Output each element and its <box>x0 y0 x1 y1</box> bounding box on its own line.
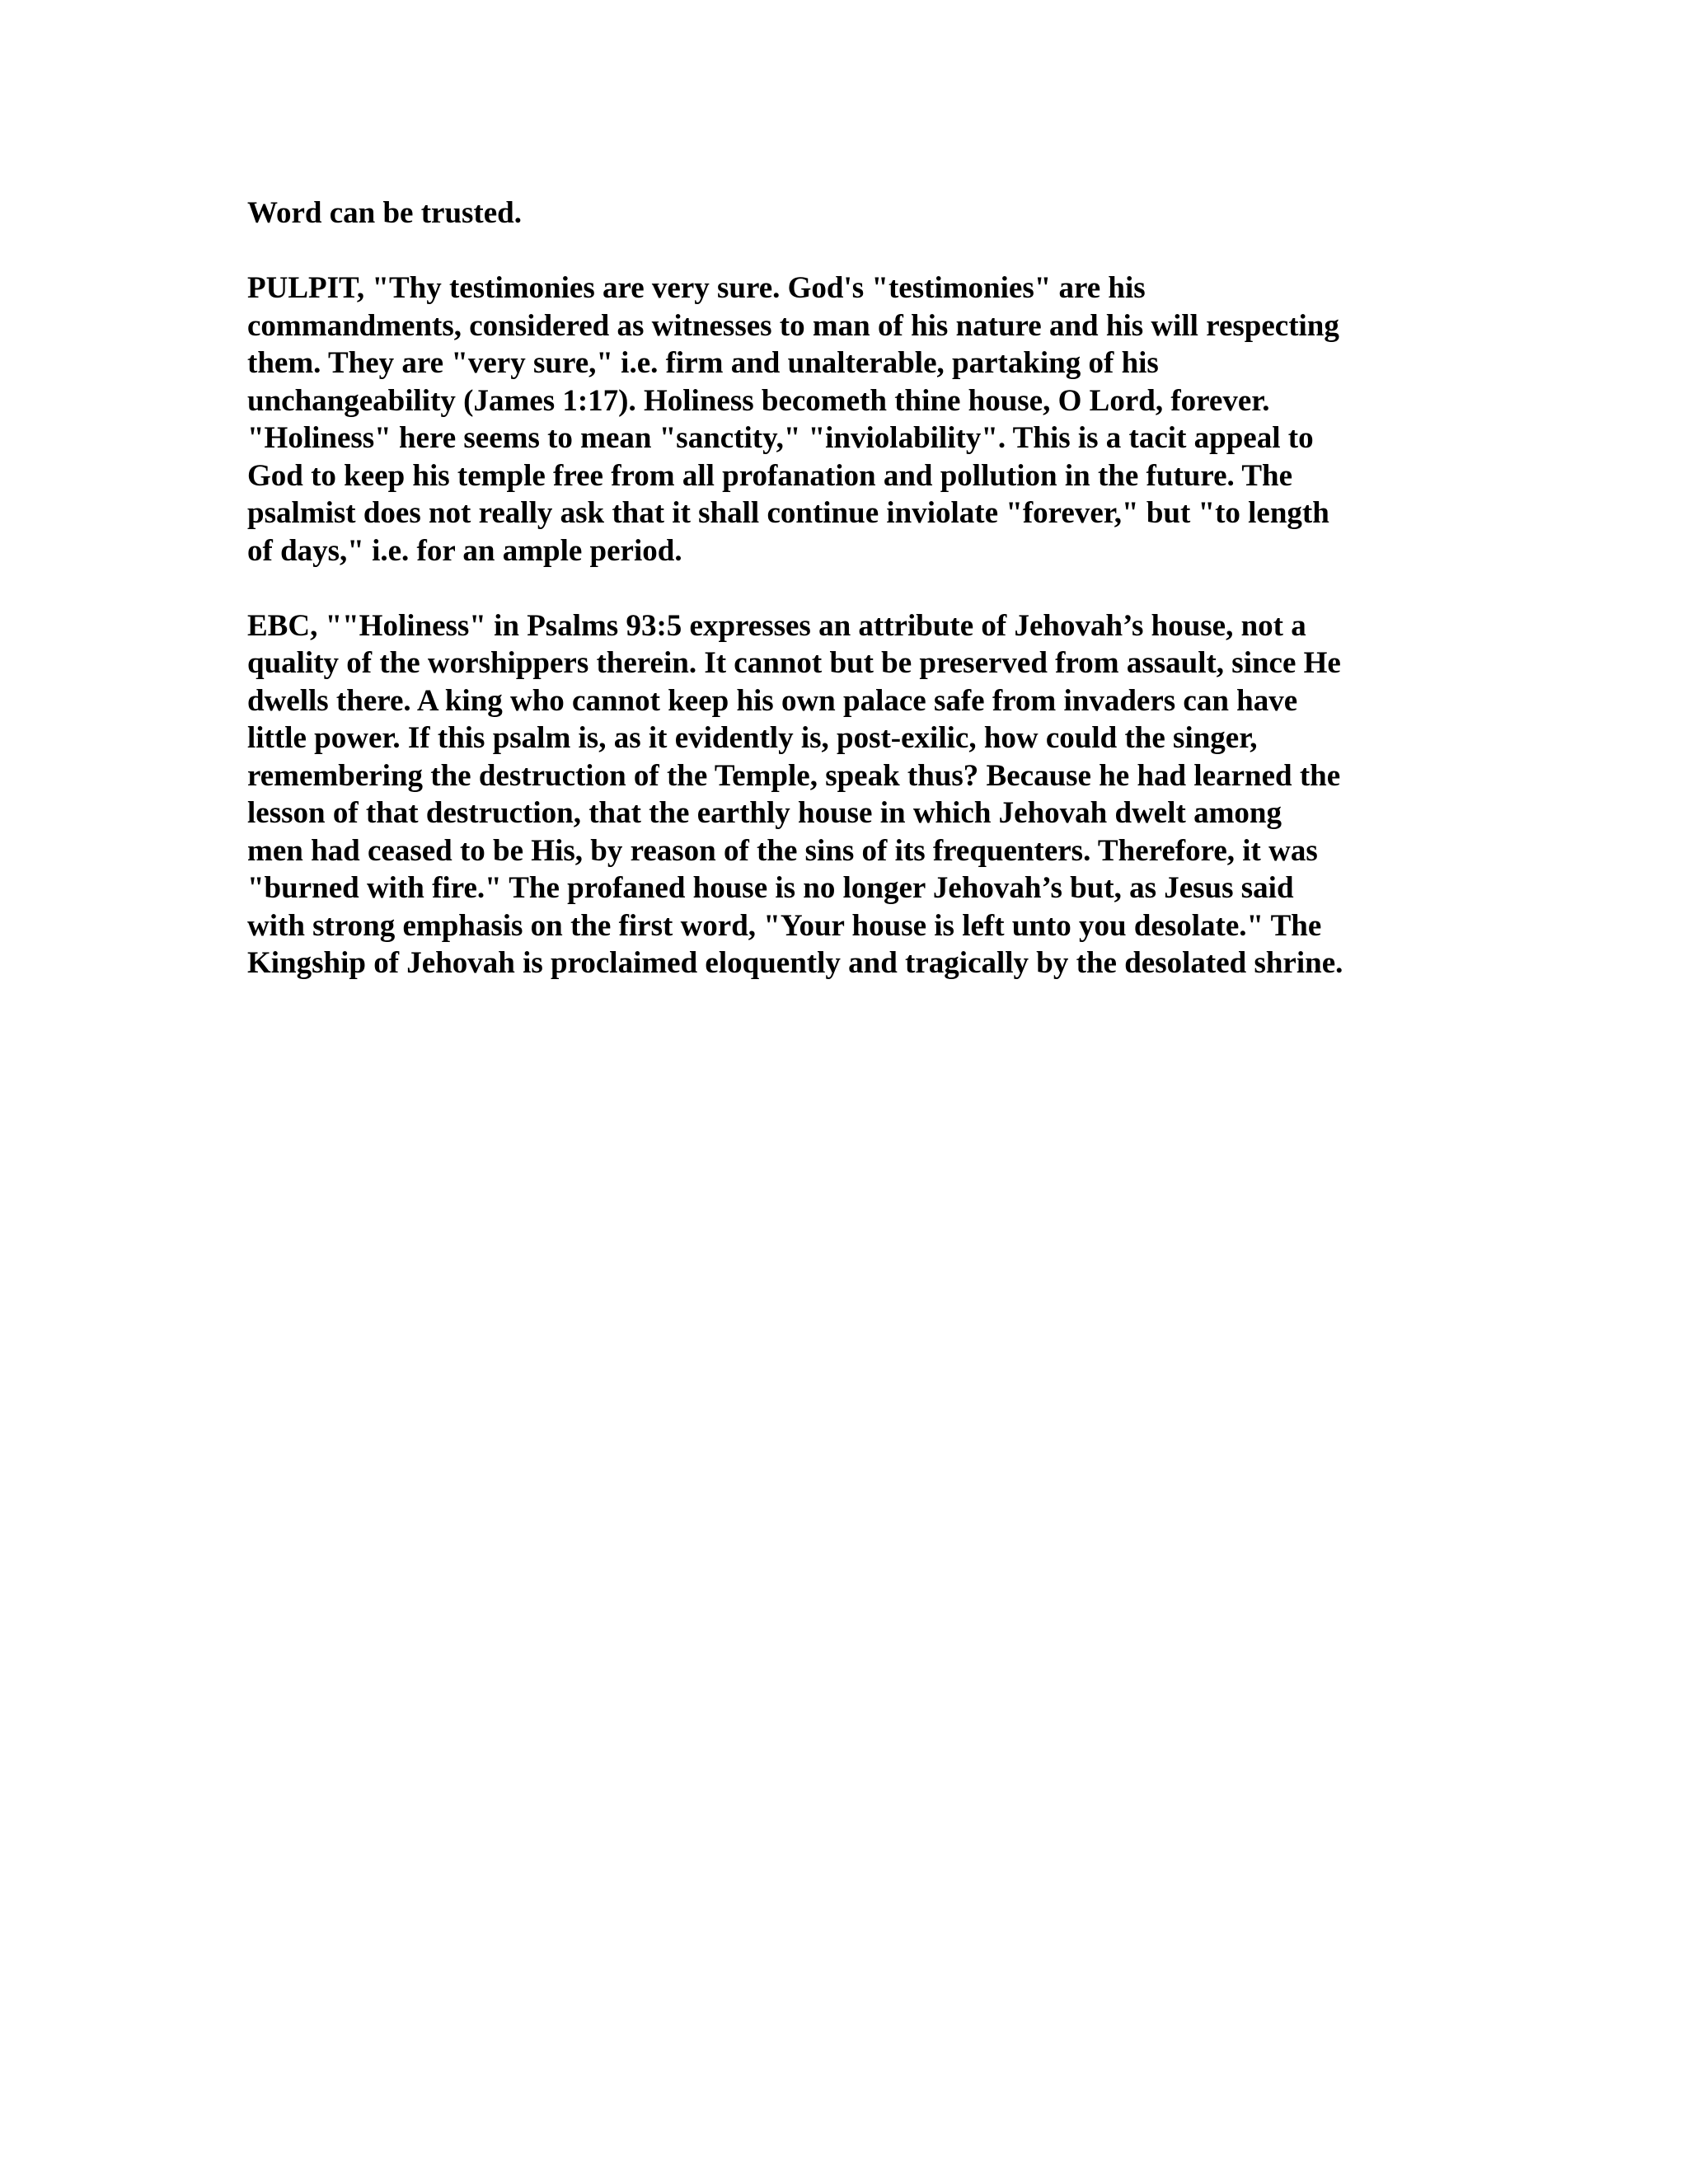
paragraph-pulpit <box>247 269 1451 569</box>
text-line: Kingship of Jehovah is proclaimed eloquently and tragically by the desolated shrine. <box>247 946 1343 980</box>
text-line: lesson of that destruction, that the earthly house in which Jehovah dwelt among <box>247 796 1282 830</box>
paragraph-ebc <box>247 607 1451 982</box>
text-line: dwells there. A king who cannot keep his own palace safe from invaders can have <box>247 683 1298 718</box>
document-body <box>247 194 1451 982</box>
text-line: of days," i.e. for an ample period. <box>247 533 682 568</box>
text-line: commandments, considered as witnesses to man of his nature and his will respecting <box>247 308 1339 343</box>
paragraph-intro <box>247 194 1451 232</box>
text-line: unchangeability (James 1:17). Holiness becometh thine house, O Lord, forever. <box>247 383 1270 418</box>
text-line: remembering the destruction of the Temple, speak thus? Because he had learned the <box>247 758 1341 793</box>
text-line: "Holiness" here seems to mean "sanctity," "inviolability". This is a tacit appeal to <box>247 421 1314 455</box>
text-line: psalmist does not really ask that it shall continue inviolate "forever," but "to length <box>247 496 1329 530</box>
text-line: PULPIT, "Thy testimonies are very sure. God's "testimonies" are his <box>247 271 1146 305</box>
text-line: "burned with fire." The profaned house is no longer Jehovah’s but, as Jesus said <box>247 871 1294 905</box>
text-line: quality of the worshippers therein. It cannot but be preserved from assault, since He <box>247 646 1341 680</box>
text-line: with strong emphasis on the first word, "Your house is left unto you desolate." The <box>247 908 1322 943</box>
text-line: little power. If this psalm is, as it evidently is, post-exilic, how could the singer, <box>247 721 1258 755</box>
text-line: them. They are "very sure," i.e. firm and unalterable, partaking of his <box>247 346 1159 380</box>
text-line: God to keep his temple free from all profanation and pollution in the future. The <box>247 458 1293 493</box>
text-line: EBC, ""Holiness" in Psalms 93:5 expresses an attribute of Jehovah’s house, not a <box>247 608 1306 643</box>
text-line: men had ceased to be His, by reason of the sins of its frequenters. Therefore, it was <box>247 833 1318 868</box>
text-line: Word can be trusted. <box>247 196 522 230</box>
